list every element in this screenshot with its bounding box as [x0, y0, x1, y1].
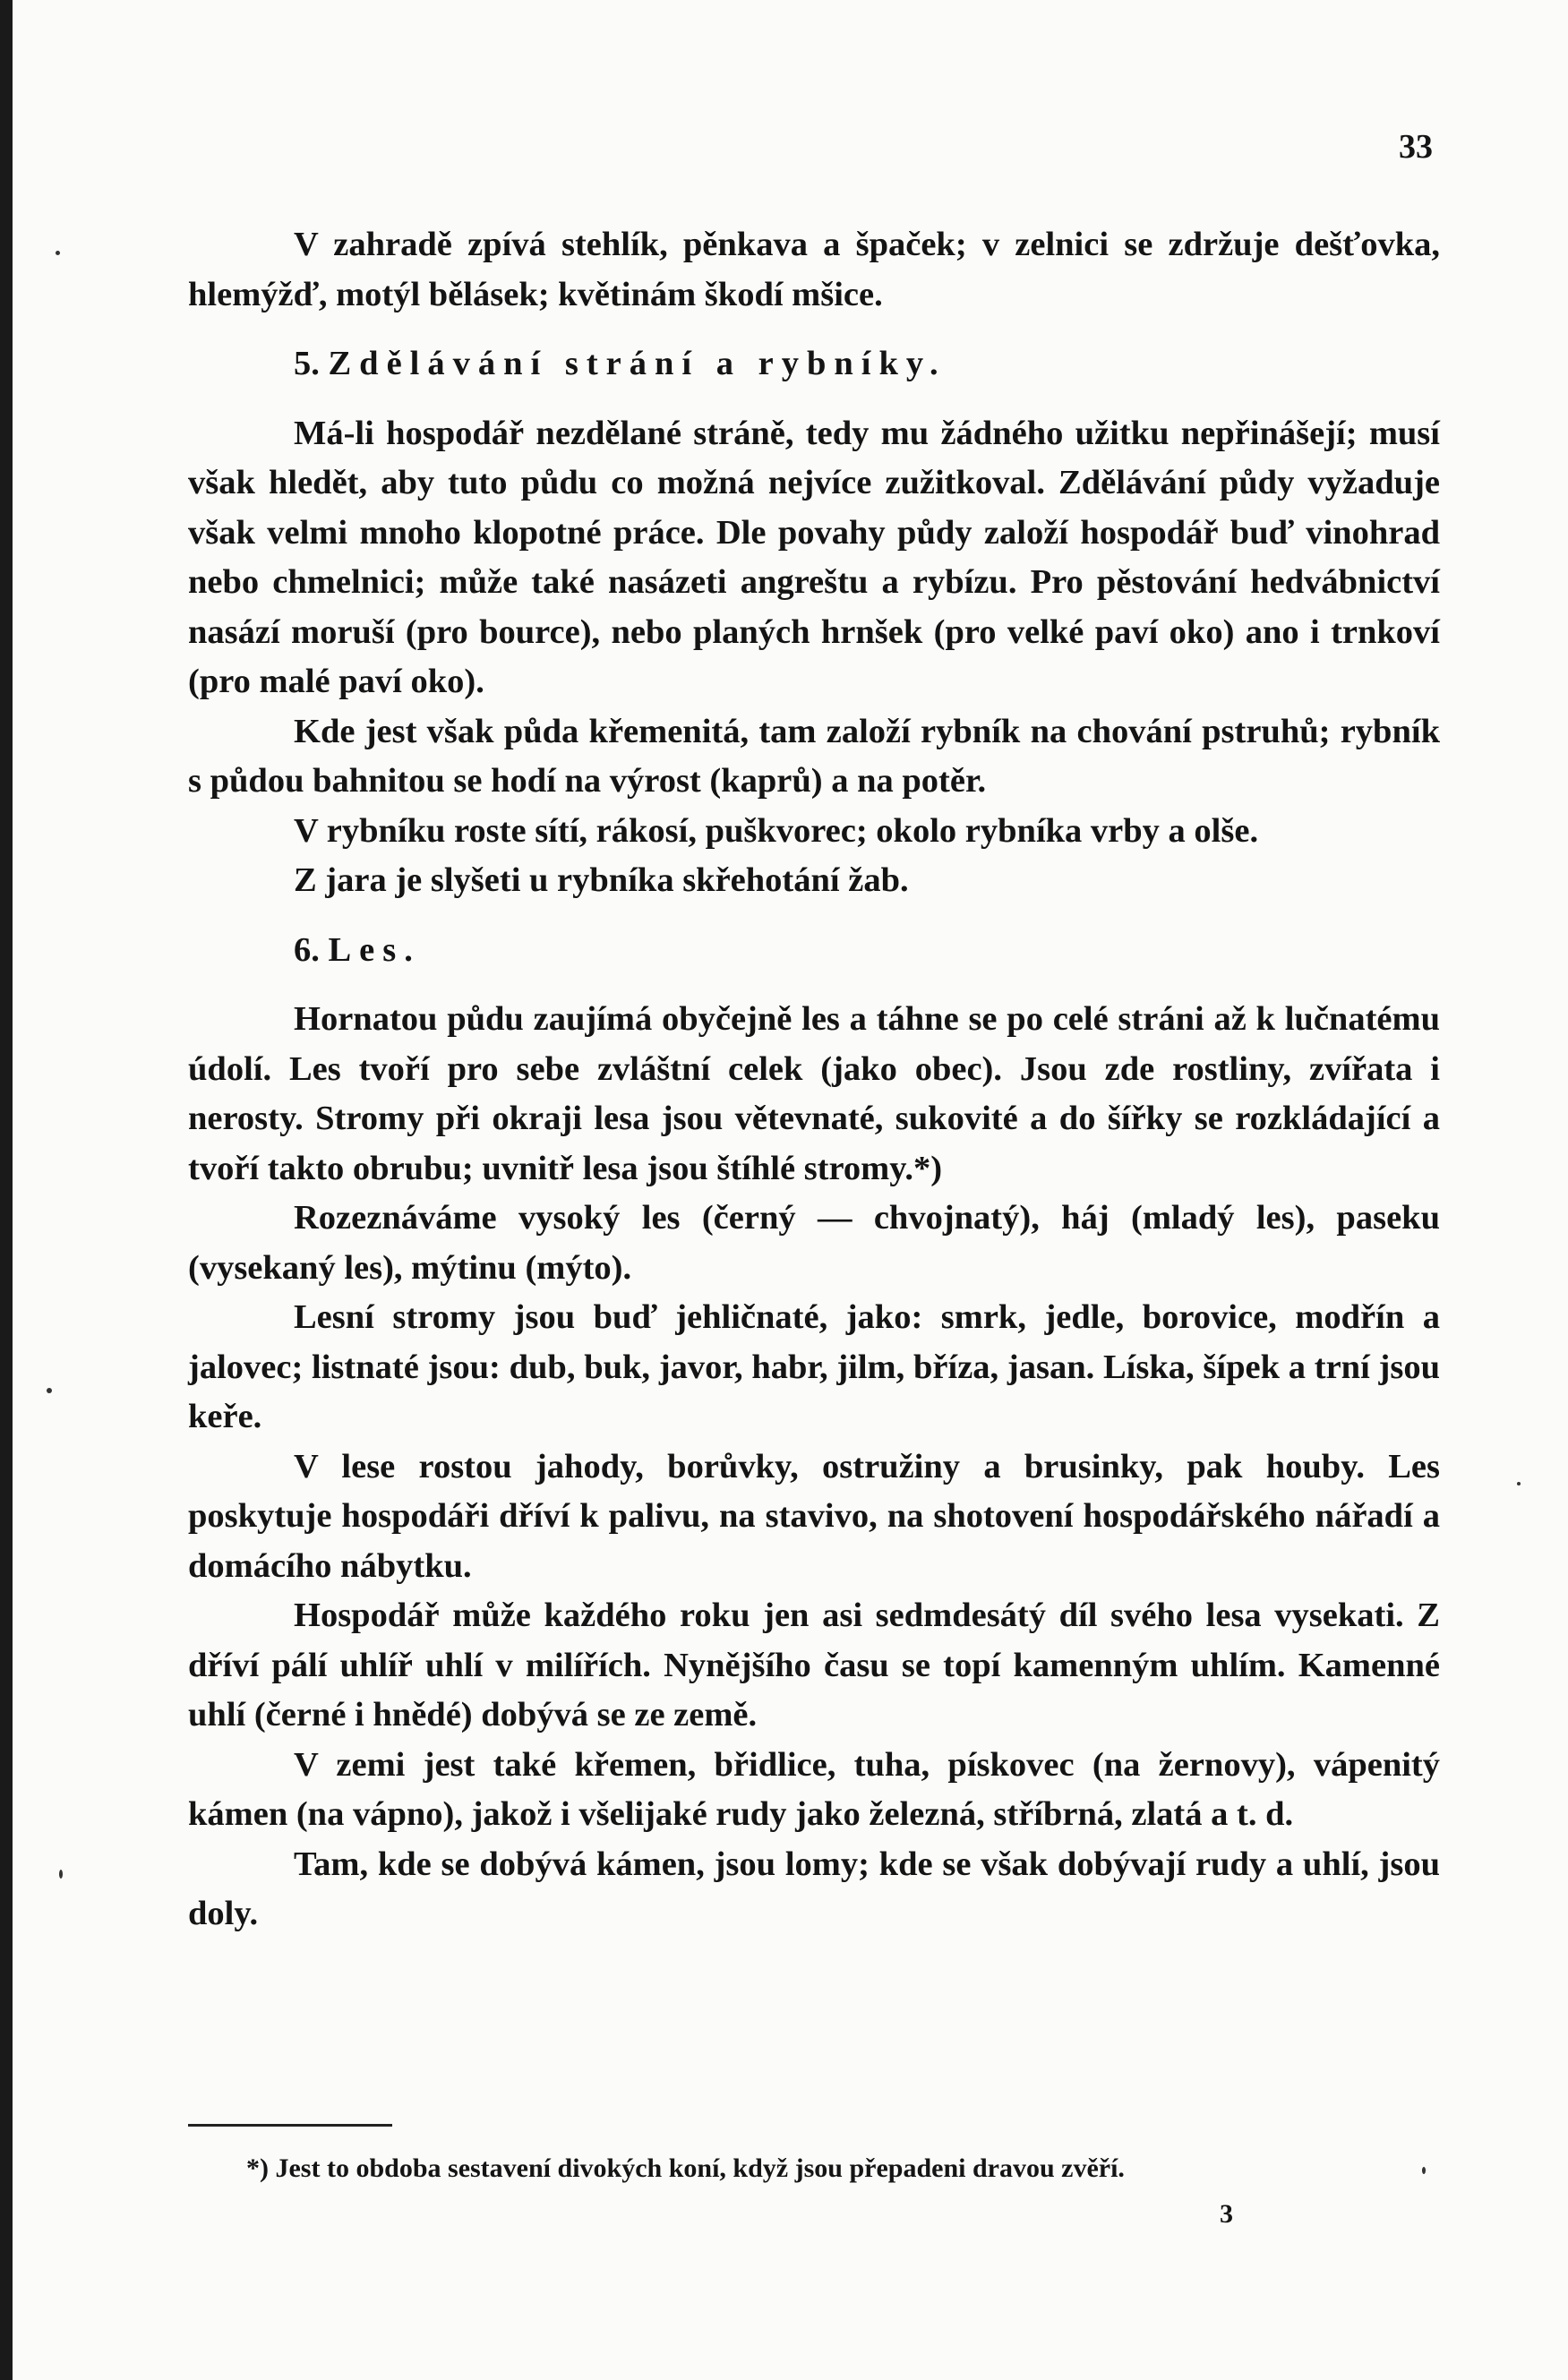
page-number: 33 — [1399, 128, 1433, 166]
page-body — [188, 220, 1440, 1939]
paragraph: Tam, kde se dobývá kámen, jsou lomy; kde se však dobývají rudy a uhlí, jsou doly. — [188, 1845, 1440, 1932]
paragraph: V lese rostou jahody, borůvky, ostružiny a brusinky, pak houby. Les poskytuje hospodáři dříví k palivu, na stavivo, na shotovení hospodářského nářadí a domácího nábytku. — [188, 1447, 1440, 1585]
paragraph: Hornatou půdu zaujímá obyčejně les a táhne se po celé stráni až k lučnatému údolí. Les tvoří pro sebe zvláštní celek (jako obec). Jsou zde rostliny, zvířata i nerosty. Stromy při okraji lesa jsou větevnaté, sukovité a do šířky se rozkládající a tvoří takto obrubu; uvnitř lesa jsou štíhlé stromy.*) — [188, 1000, 1440, 1187]
paragraph: Z jara je slyšeti u rybníka skřehotání žab. — [294, 861, 909, 899]
scan-speck — [59, 1870, 63, 1879]
section-heading-6 — [294, 926, 1440, 976]
section-heading-5 — [294, 339, 1440, 390]
section-title: Les. — [328, 930, 421, 969]
paragraph: Rozeznáváme vysoký les (černý — chvojnatý), háj (mladý les), paseku (vysekaný les), mýtinu (mýto). — [188, 1199, 1440, 1287]
section-number: 5. — [294, 345, 320, 382]
paragraph: V zahradě zpívá stehlík, pěnkava a špaček; v zelnici se zdržuje dešťovka, hlemýžď, motýl bělásek; květinám škodí mšice. — [188, 226, 1440, 313]
page-binding-edge — [0, 0, 13, 2380]
paragraph: V zemi jest také křemen, břidlice, tuha, pískovec (na žernovy), vápenitý kámen (na vápno), jakož i všelijaké rudy jako železná, stříbrná, zlatá a t. d. — [188, 1745, 1440, 1833]
footnote-divider — [188, 2124, 392, 2127]
paragraph: Kde jest však půda křemenitá, tam založí rybník na chování pstruhů; rybník s půdou bahnitou se hodí na výrost (kaprů) a na potěr. — [188, 712, 1440, 800]
paragraph: Hospodář může každého roku jen asi sedmdesátý díl svého lesa vysekati. Z dříví pálí uhlíř uhlí v milířích. Nynějšího času se topí kamenným uhlím. Kamenné uhlí (černé i hnědé) dobývá se ze země. — [188, 1597, 1440, 1734]
paragraph: V rybníku roste sítí, rákosí, puškvorec; okolo rybníka vrby a olše. — [294, 811, 1259, 850]
scan-speck — [56, 251, 60, 255]
section-title: Zdělávání strání a rybníky. — [328, 345, 947, 382]
footnote: *) Jest to obdoba sestavení divokých koní, když jsou přepadeni dravou zvěří. — [246, 2153, 1125, 2183]
scan-speck — [47, 1388, 52, 1393]
paragraph: Lesní stromy jsou buď jehličnaté, jako: smrk, jedle, borovice, modřín a jalovec; listnaté jsou: dub, buk, javor, habr, jilm, bříza, jasan. Líska, šípek a trní jsou keře. — [188, 1298, 1440, 1435]
scan-speck — [1422, 2167, 1426, 2174]
scan-speck — [1517, 1482, 1521, 1485]
paragraph: Má-li hospodář nezdělané stráně, tedy mu žádného užitku nepřinášejí; musí však hledět, aby tuto půdu co možná nejvíce zužitkoval. Zdělávání půdy vyžaduje však velmi mnoho klopotné práce. Dle povahy půdy založí hospodář buď vinohrad nebo chmelnici; může také nasázeti angreštu a rybízu. Pro pěstování hedvábnictví nasází moruší (pro bource), nebo planých hrnšek (pro velké paví oko) ano i trnkoví (pro malé paví oko). — [188, 414, 1440, 700]
section-number: 6. — [294, 930, 320, 969]
printer-signature-mark: 3 — [1220, 2199, 1233, 2229]
